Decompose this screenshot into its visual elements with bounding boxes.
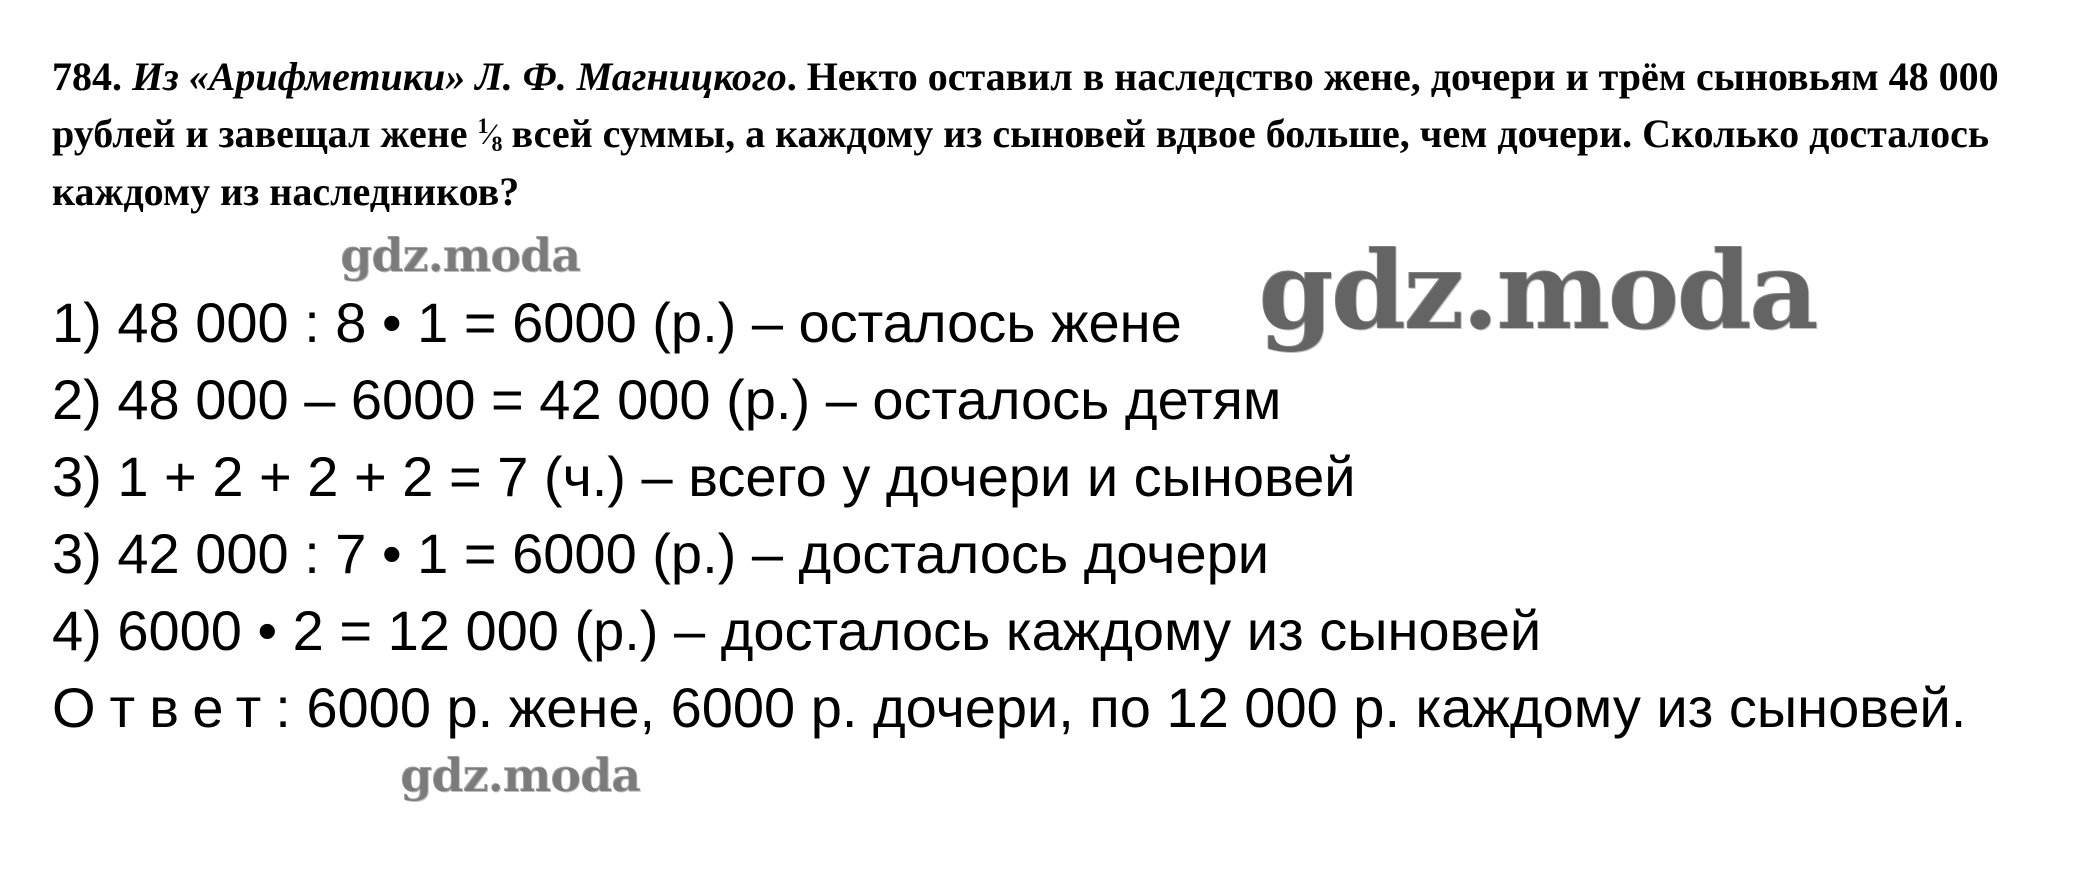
problem-text-part2: всей суммы, а каждому из сыновей вдвое больше, чем дочери. Сколько досталось каждому из наследников? xyxy=(52,111,1989,214)
solution-step-4: 3) 42 000 : 7 • 1 = 6000 (р.) – досталось дочери xyxy=(52,522,1270,585)
solution-step-2: 2) 48 000 – 6000 = 42 000 (р.) – осталось детям xyxy=(52,368,1282,431)
answer-label: Ответ xyxy=(52,676,276,739)
watermark-logo: gdz.moda xyxy=(340,228,580,282)
problem-statement xyxy=(52,48,2042,220)
solution-step-5: 4) 6000 • 2 = 12 000 (р.) – досталось каждому из сыновей xyxy=(52,599,1542,662)
fraction-one-eighth: $^1⁄_8$ xyxy=(477,113,502,156)
problem-text-part1: . Некто оставил в наследство жене, дочери и трём сыновьям 48 000 рублей и завещал жене xyxy=(52,54,1999,156)
watermark-logo-large: gdz.moda xyxy=(1258,228,1816,354)
fraction-numerator: 1 xyxy=(477,113,488,138)
problem-number: 784. xyxy=(52,54,122,99)
problem-source: Из «Арифметики» Л. Ф. Магницкого xyxy=(132,54,787,99)
answer-text: : 6000 р. жене, 6000 р. дочери, по 12 000 р. каждому из сыновей. xyxy=(275,676,1967,739)
fraction-denominator: 8 xyxy=(491,131,502,156)
watermark-logo: gdz.moda xyxy=(400,748,640,802)
solution-step-3: 3) 1 + 2 + 2 + 2 = 7 (ч.) – всего у дочери и сыновей xyxy=(52,445,1356,508)
solution-step-1: 1) 48 000 : 8 • 1 = 6000 (р.) – осталось жене xyxy=(52,291,1182,354)
answer xyxy=(52,669,2042,746)
